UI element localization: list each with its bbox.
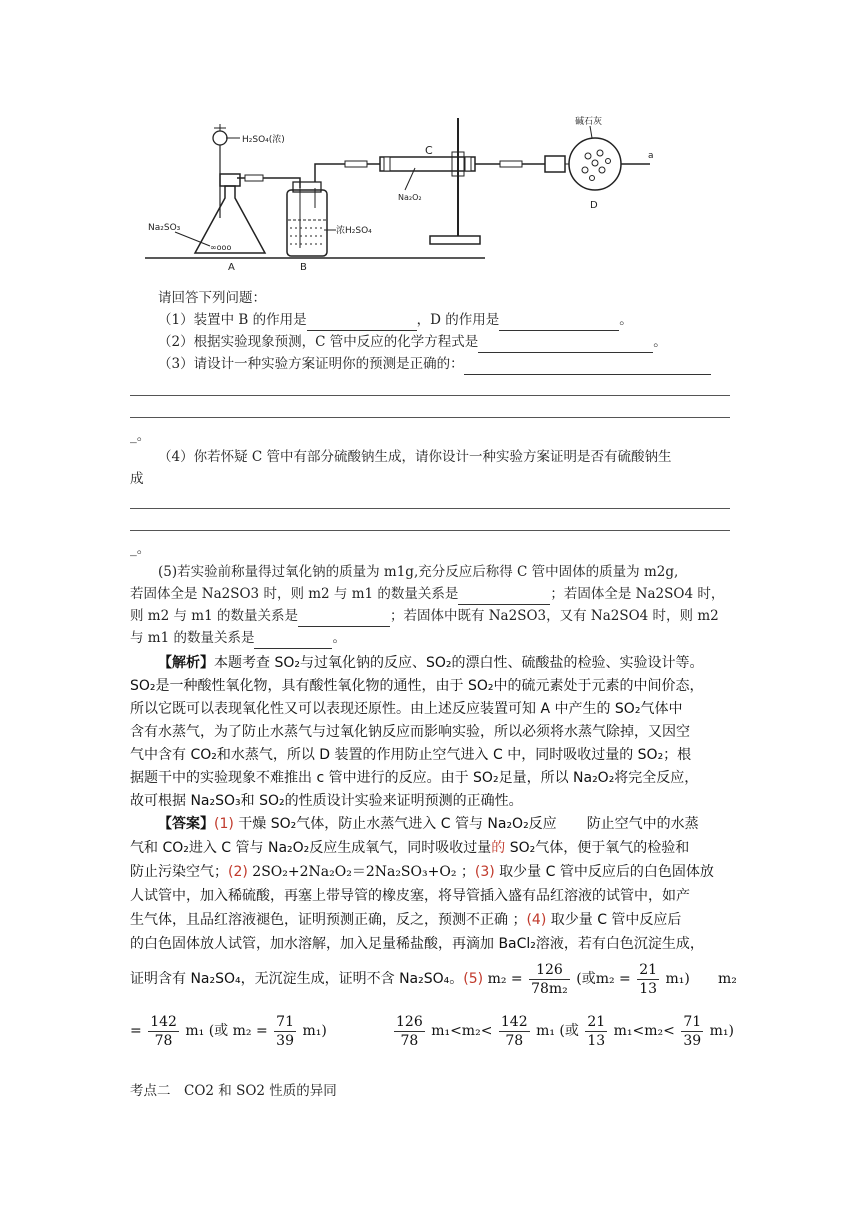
question-4-cont: 成 — [130, 471, 144, 487]
intro-line: 请回答下列问题： — [158, 290, 266, 306]
svg-text:H₂SO₄(浓): H₂SO₄(浓) — [242, 135, 285, 145]
answer-line-8-right: $\frac{126}{78}$ m₁<m₂< $\frac{142}{78}$ m₁ (或 $\frac{21}{13}$ m₁<m₂< $\frac{71}{39}$ m₁) — [396, 1013, 734, 1049]
question-4: （4）你若怀疑 C 管中有部分硫酸钠生成，请你设计一种实验方案证明是否有硫酸钠生 — [158, 449, 672, 465]
dropping-funnel — [213, 131, 227, 145]
svg-text:a: a — [648, 151, 654, 161]
fraction: $\frac{71}{39}$ — [683, 1013, 702, 1049]
svg-text:浓H₂SO₄: 浓H₂SO₄ — [336, 226, 372, 236]
svg-text:碱石灰: 碱石灰 — [575, 117, 603, 127]
answer-line-4: 人试管中，加入稀硫酸，再塞上带导管的橡皮塞，将导管插入盛有品红溶液的试管中，如产 — [130, 888, 690, 904]
blank-equation[interactable] — [478, 338, 653, 353]
end-mark: _。 — [130, 428, 151, 444]
apparatus-diagram — [140, 108, 660, 278]
svg-text:B: B — [300, 262, 307, 273]
fraction: $\frac{142}{78}$ — [150, 1013, 177, 1049]
svg-text:∞ooo: ∞ooo — [210, 243, 232, 252]
answer-line-3: 防止污染空气；(2) 2SO₂+2Na₂O₂＝2Na₂SO₃+O₂ ；(3) 取少量 C 管中反应后的白色固体放 — [130, 864, 714, 880]
section-heading: 考点二 CO2 和 SO2 性质的异同 — [130, 1083, 337, 1099]
fraction: $\frac{126}{\text{78m₂}}$ — [531, 961, 568, 997]
question-2: （2）根据实验现象预测，C 管中反应的化学方程式是 。 — [158, 331, 730, 353]
answer-line-8: = $\frac{142}{78}$ m₁ (或 m₂ = $\frac{71}{39}$ m₁) — [130, 1013, 327, 1049]
question-3: （3）请设计一种实验方案证明你的预测是正确的： — [158, 353, 730, 375]
end-mark: _。 — [130, 541, 151, 557]
bottle-b — [287, 190, 327, 256]
blank-mixed-relation[interactable] — [254, 634, 332, 649]
blank-b-role[interactable] — [307, 316, 417, 331]
svg-text:Na₂O₂: Na₂O₂ — [398, 193, 422, 202]
answer-line-1: 【答案】(1) 干燥 SO₂气体，防止水蒸气进入 C 管与 Na₂O₂反应 防止空气中的水蒸 — [158, 816, 699, 832]
question-5-line1: (5)若实验前称量得过氧化钠的质量为 m1g,充分反应后称得 C 管中固体的质量为 m2g, — [158, 564, 679, 580]
answer-line-2: 气和 CO₂进入 C 管与 Na₂O₂反应生成氧气，同时吸收过量的 SO₂气体，便于氧气的检验和 — [130, 840, 690, 856]
soda-lime-tube-d — [569, 138, 621, 190]
fraction: $\frac{21}{13}$ — [639, 961, 658, 997]
question-5-line4: 与 m1 的数量关系是 。 — [130, 627, 730, 649]
analysis-line-1: 【解析】本题考查 SO₂与过氧化钠的反应、SO₂的漂白性、硫酸盐的检验、实验设计等。 — [158, 655, 704, 671]
answer-line-6: 的白色固体放人试管，加水溶解，加入足量稀盐酸，再滴加 BaCl₂溶液，若有白色沉淀生成， — [130, 936, 704, 952]
answer-line-7: 证明含有 Na₂SO₄，无沉淀生成，证明不含 Na₂SO₄。(5) m₂ = $\frac{126}{\text{78m₂}}$ (或m₂ = $\frac{21}{13}$ m₁) — [130, 961, 690, 997]
blank-q3-first[interactable] — [464, 360, 711, 375]
svg-text:A: A — [228, 262, 235, 273]
m2-right: m₂ — [718, 971, 737, 987]
svg-text:C: C — [425, 144, 433, 157]
analysis-line-2: SO₂是一种酸性氧化物，具有酸性氧化物的通性，由于 SO₂中的硫元素处于元素的中间价态， — [130, 678, 704, 694]
analysis-line-3: 所以它既可以表现氧化性又可以表现还原性。由上述反应装置可知 A 中产生的 SO₂气体中 — [130, 701, 683, 717]
blank-na2so4-relation[interactable] — [298, 612, 390, 627]
analysis-line-5: 气中含有 CO₂和水蒸气，所以 D 装置的作用防止空气进入 C 中，同时吸收过量的 SO₂；根 — [130, 747, 692, 763]
analysis-line-4: 含有水蒸气，为了防止水蒸气与过氧化钠反应而影响实验，所以必须将水蒸气除掉，又因空 — [130, 724, 690, 740]
answer-line[interactable] — [130, 395, 730, 396]
fraction: $\frac{21}{13}$ — [587, 1013, 606, 1049]
question-5-line3: 则 m2 与 m1 的数量关系是 ；若固体中既有 Na2SO3，又有 Na2SO4 时，则 m2 — [130, 605, 730, 627]
fraction: $\frac{126}{78}$ — [396, 1013, 423, 1049]
question-5-line2: 若固体全是 Na2SO3 时，则 m2 与 m1 的数量关系是 ；若固体全是 Na2SO4 时， — [130, 583, 730, 605]
fraction: $\frac{71}{39}$ — [276, 1013, 294, 1049]
svg-text:D: D — [590, 200, 598, 211]
answer-line[interactable] — [130, 530, 730, 531]
answer-line-5: 生气体，且品红溶液褪色，证明预测正确，反之，预测不正确 ；(4) 取少量 C 管中反应后 — [130, 912, 682, 928]
answer-line[interactable] — [130, 417, 730, 418]
question-1: （1）装置中 B 的作用是 ，D 的作用是 。 — [158, 309, 730, 331]
answer-line[interactable] — [130, 508, 730, 509]
blank-d-role[interactable] — [499, 316, 619, 331]
analysis-line-7: 故可根据 Na₂SO₃和 SO₂的性质设计实验来证明预测的正确性。 — [130, 793, 523, 809]
svg-text:Na₂SO₃: Na₂SO₃ — [148, 223, 181, 233]
analysis-line-6: 据题干中的实验现象不难推出 c 管中进行的反应。由于 SO₂足量，所以 Na₂O₂将完全反应， — [130, 770, 699, 786]
blank-na2so3-relation[interactable] — [458, 590, 550, 605]
fraction: $\frac{142}{78}$ — [500, 1013, 528, 1049]
tube-c — [380, 157, 475, 171]
